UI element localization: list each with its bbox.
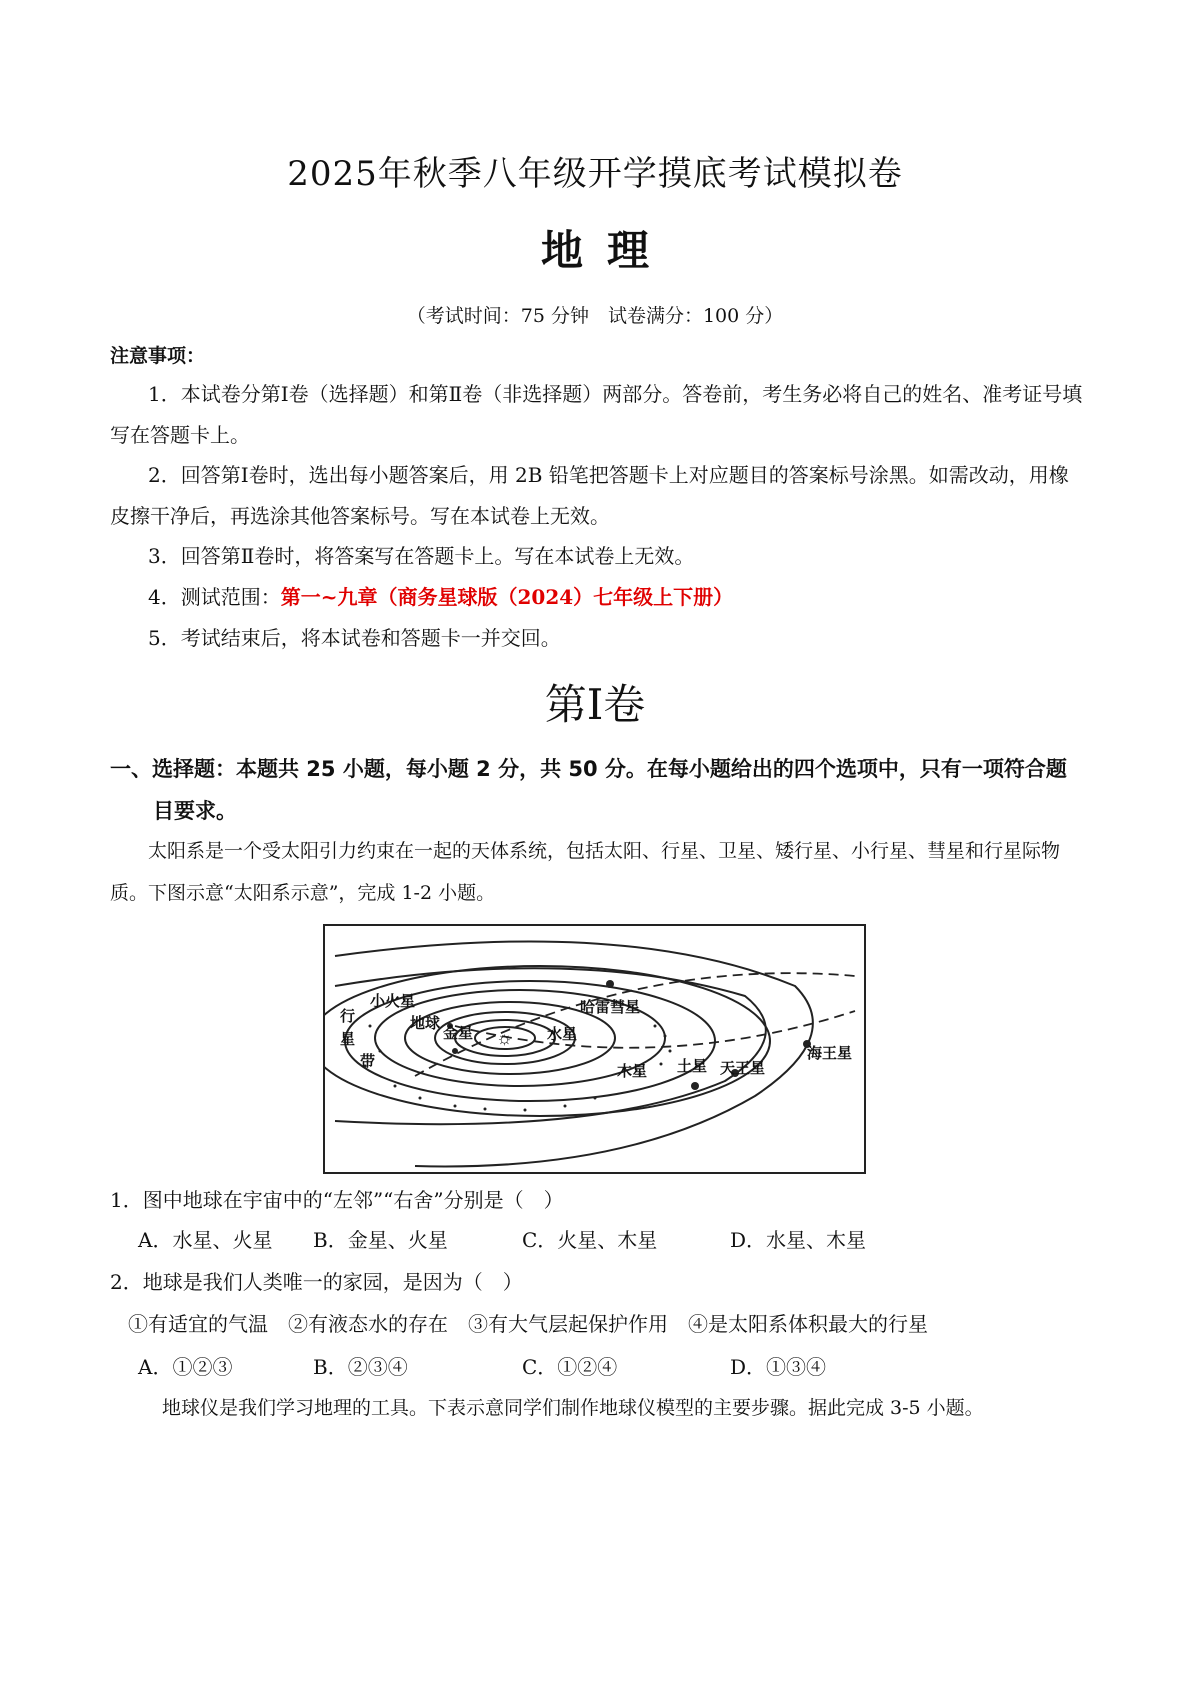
q1-option-b: B．金星、火星	[313, 1228, 448, 1252]
q1-option-a: A．水星、火星	[138, 1228, 273, 1252]
note-item-4	[110, 577, 1085, 618]
q2-option-c: C．①②④	[522, 1355, 618, 1379]
halley-dot	[606, 980, 614, 988]
passage-globe: 地球仪是我们学习地理的工具。下表示意同学们制作地球仪模型的主要步骤。据此完成 3-5 小题。	[162, 1397, 984, 1419]
note-item-4-prefix: 4．测试范围：	[148, 585, 281, 609]
section-instructions-line1: 一、选择题：本题共 25 小题，每小题 2 分，共 50 分。在每小题给出的四个选项中，只有一项符合题	[110, 757, 1067, 781]
question-2-stem: 2．地球是我们人类唯一的家园，是因为（ ）	[110, 1270, 523, 1294]
label-asteroid-1: 行	[340, 1008, 356, 1025]
label-jupiter: 木星	[617, 1063, 648, 1080]
note-item-1: 1．本试卷分第Ⅰ卷（选择题）和第Ⅱ卷（非选择题）两部分。答卷前，考生务必将自己的姓名、准考证号填写在答题卡上。	[110, 382, 1083, 447]
note-item-3: 3．回答第Ⅱ卷时，将答案写在答题卡上。写在本试卷上无效。	[148, 544, 695, 568]
label-venus: 金星	[443, 1025, 474, 1042]
q2-statements: ①有适宜的气温 ②有液态水的存在 ③有大气层起保护作用 ④是太阳系体积最大的行星	[128, 1312, 928, 1336]
q2-option-a: A．①②③	[138, 1355, 233, 1379]
label-saturn: 土星	[677, 1058, 708, 1075]
label-asteroid-2: 星	[340, 1031, 356, 1048]
label-halley: 哈雷彗星	[580, 999, 641, 1016]
label-uranus: 天王星	[720, 1060, 766, 1077]
q2-option-b: B．②③④	[313, 1355, 408, 1379]
q2-option-d: D．①③④	[730, 1355, 827, 1379]
section-instructions-line2: 目要求。	[153, 799, 237, 823]
note-item-5: 5．考试结束后，将本试卷和答题卡一并交回。	[148, 626, 561, 650]
notes-heading: 注意事项：	[110, 345, 206, 367]
test-scope-highlight: 第一~九章（商务星球版（2024）七年级上下册）	[280, 585, 734, 609]
sun-icon: ☼	[496, 1028, 513, 1048]
saturn-dot	[691, 1082, 699, 1090]
subject-title: 地理	[540, 226, 673, 275]
label-earth: 地球	[410, 1015, 441, 1032]
section-title: 第Ⅰ卷	[544, 680, 646, 729]
solar-system-figure	[323, 924, 866, 1174]
solar-system-diagram	[325, 926, 864, 1172]
label-mars: 小火星	[370, 993, 416, 1010]
exam-info: （考试时间：75 分钟 试卷满分：100 分）	[406, 305, 784, 327]
label-neptune: 海王星	[807, 1045, 853, 1062]
q1-option-c: C．火星、木星	[522, 1228, 658, 1252]
label-asteroid-3: 带	[360, 1053, 376, 1070]
comet-orbit-2	[455, 1011, 855, 1048]
label-mercury: 水星	[547, 1026, 578, 1043]
q1-option-d: D．水星、木星	[730, 1228, 867, 1252]
comet-orbit	[415, 973, 855, 1076]
passage-solar-system: 太阳系是一个受太阳引力约束在一起的天体系统，包括太阳、行星、卫星、矮行星、小行星、彗星和行星际物质。下图示意“太阳系示意”，完成 1-2 小题。	[110, 840, 1061, 904]
note-item-2: 2．回答第Ⅰ卷时，选出每小题答案后，用 2B 铅笔把答题卡上对应题目的答案标号涂黑。如需改动，用橡皮擦干净后，再选涂其他答案标号。写在本试卷上无效。	[110, 463, 1069, 528]
section-instructions	[110, 748, 1090, 832]
question-1-stem: 1．图中地球在宇宙中的“左邻”“右舍”分别是（ ）	[110, 1188, 564, 1212]
venus-dot	[452, 1048, 458, 1054]
exam-title: 2025年秋季八年级开学摸底考试模拟卷	[287, 154, 903, 194]
